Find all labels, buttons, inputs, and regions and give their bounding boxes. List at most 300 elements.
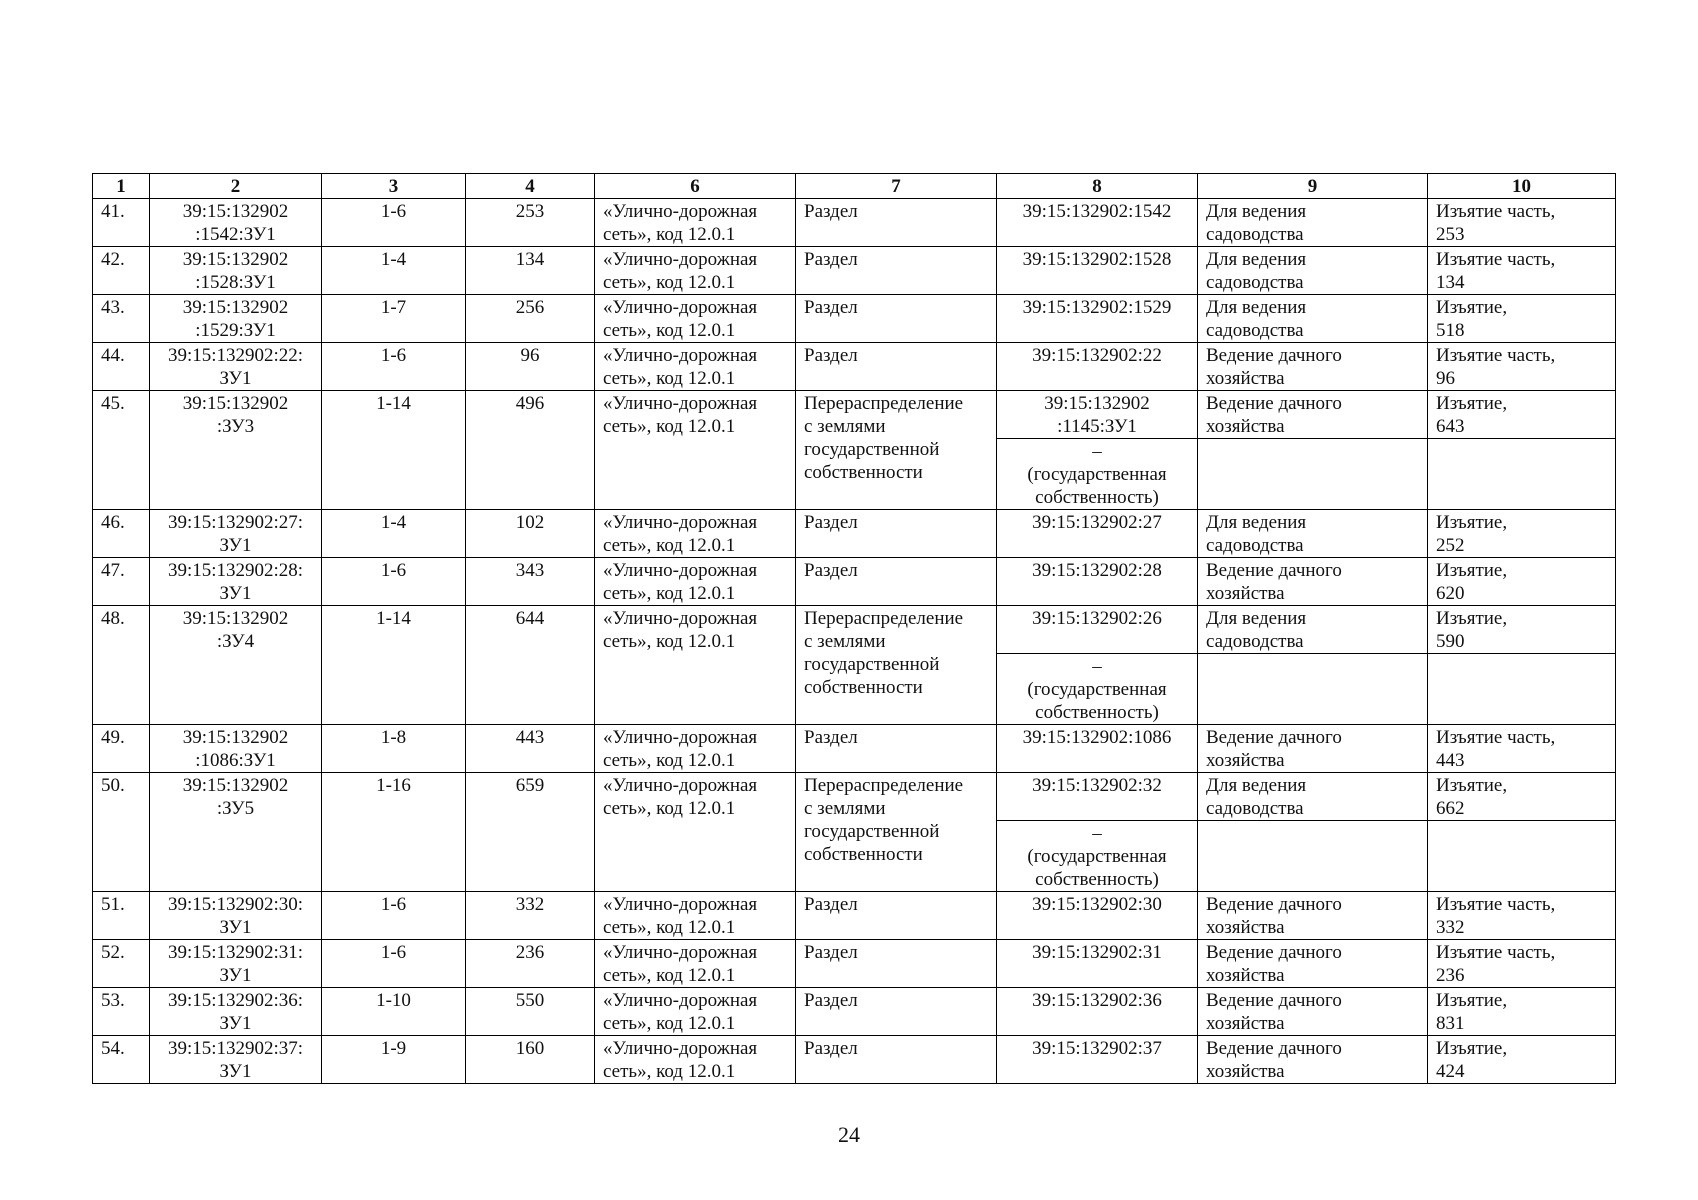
action-cell [1428, 247, 1616, 295]
cell-line: Изъятие, [1436, 512, 1508, 533]
area-cell: 550 [466, 988, 595, 1036]
points-cell: 1-10 [322, 988, 466, 1036]
cell-line: «Улично-дорожная [603, 775, 758, 796]
purpose-cell [1198, 654, 1428, 725]
purpose-cell [1198, 199, 1428, 247]
cell-line: сеть», код 12.0.1 [603, 631, 736, 652]
purpose-cell [1198, 892, 1428, 940]
table-row [93, 247, 1616, 295]
cell-line: хозяйства [1206, 965, 1285, 986]
formation-method-cell [796, 988, 997, 1036]
purpose-cell [1198, 725, 1428, 773]
cell-line: Изъятие часть, [1436, 201, 1556, 222]
purpose-cell [1198, 988, 1428, 1036]
formation-method-cell [796, 343, 997, 391]
points-cell: 1-6 [322, 343, 466, 391]
area-cell: 134 [466, 247, 595, 295]
cell-line: Перераспределение [804, 775, 964, 796]
action-cell [1428, 606, 1616, 654]
cell-line: Для ведения [1206, 249, 1307, 270]
source-plot-cell [997, 510, 1198, 558]
cell-line: 39:15:132902:28: [167, 560, 304, 581]
area-cell: 256 [466, 295, 595, 343]
source-plot-cell [997, 558, 1198, 606]
cell-line: садоводства [1206, 535, 1304, 556]
cell-line: с землями [804, 416, 886, 437]
cell-line: 39:15:132902:27 [1032, 512, 1162, 533]
cell-line: «Улично-дорожная [603, 608, 758, 629]
cell-line: Изъятие, [1436, 990, 1508, 1011]
cell-line: Изъятие, [1436, 393, 1508, 414]
cadastral-number-cell [150, 1036, 322, 1084]
table-row [93, 725, 1616, 773]
cell-line: Перераспределение [804, 393, 964, 414]
cell-line: – [1092, 656, 1102, 677]
table-row [93, 199, 1616, 247]
points-cell: 1-16 [322, 773, 466, 892]
purpose-cell [1198, 773, 1428, 821]
cell-line: Ведение дачного [1206, 894, 1342, 915]
table-header-row [93, 174, 1616, 199]
cell-line: «Улично-дорожная [603, 942, 758, 963]
cell-line: государственной [804, 439, 940, 460]
cell-line: хозяйства [1206, 583, 1285, 604]
cell-line: хозяйства [1206, 1061, 1285, 1082]
cell-line: 39:15:132902:1542 [1022, 201, 1172, 222]
permitted-use-cell [595, 940, 796, 988]
action-cell [1428, 773, 1616, 821]
action-cell [1428, 439, 1616, 510]
cell-line: :1086:ЗУ1 [195, 750, 276, 771]
row-number-cell: 53. [93, 988, 150, 1036]
cell-line: сеть», код 12.0.1 [603, 750, 736, 771]
area-cell: 236 [466, 940, 595, 988]
source-plot-cell [997, 892, 1198, 940]
cell-line: сеть», код 12.0.1 [603, 320, 736, 341]
cell-line: сеть», код 12.0.1 [603, 1013, 736, 1034]
cell-line: сеть», код 12.0.1 [603, 1061, 736, 1082]
cell-line: 253 [1436, 224, 1465, 245]
permitted-use-cell [595, 606, 796, 725]
formation-method-cell [796, 606, 997, 725]
cell-line: 39:15:132902:1528 [1022, 249, 1172, 270]
cell-line: Для ведения [1206, 201, 1307, 222]
header-cell: 3 [322, 174, 466, 199]
row-number-cell: 48. [93, 606, 150, 725]
cell-line: государственной [804, 821, 940, 842]
cell-line: Ведение дачного [1206, 560, 1342, 581]
cell-line: Ведение дачного [1206, 990, 1342, 1011]
row-number-cell: 47. [93, 558, 150, 606]
cell-line: хозяйства [1206, 368, 1285, 389]
cell-line: «Улично-дорожная [603, 512, 758, 533]
cell-line: 620 [1436, 583, 1465, 604]
action-cell [1428, 940, 1616, 988]
source-plot-cell [997, 821, 1198, 892]
cell-line: 39:15:132902:32 [1032, 775, 1162, 796]
cell-line: сеть», код 12.0.1 [603, 535, 736, 556]
cadastral-number-cell [150, 725, 322, 773]
purpose-cell [1198, 606, 1428, 654]
cell-line: 662 [1436, 798, 1465, 819]
cell-line: Изъятие часть, [1436, 345, 1556, 366]
cell-line: хозяйства [1206, 1013, 1285, 1034]
formation-method-cell [796, 892, 997, 940]
row-number-cell: 51. [93, 892, 150, 940]
cell-line: ЗУ1 [219, 965, 252, 986]
cell-line: Изъятие, [1436, 297, 1508, 318]
cell-line: 236 [1436, 965, 1465, 986]
formation-method-cell [796, 295, 997, 343]
cell-line: 39:15:132902:26 [1032, 608, 1162, 629]
cell-line: – [1092, 823, 1102, 844]
permitted-use-cell [595, 247, 796, 295]
purpose-cell [1198, 343, 1428, 391]
action-cell [1428, 510, 1616, 558]
row-number-cell: 44. [93, 343, 150, 391]
formation-method-cell [796, 391, 997, 510]
action-cell [1428, 988, 1616, 1036]
cell-line: Раздел [804, 727, 858, 748]
table-row [93, 773, 1616, 821]
purpose-cell [1198, 295, 1428, 343]
cell-line: ЗУ1 [219, 917, 252, 938]
permitted-use-cell [595, 510, 796, 558]
cell-line: 39:15:132902 [182, 393, 289, 414]
area-cell: 253 [466, 199, 595, 247]
permitted-use-cell [595, 391, 796, 510]
header-cell: 2 [150, 174, 322, 199]
cell-line: Ведение дачного [1206, 1038, 1342, 1059]
cadastral-number-cell [150, 988, 322, 1036]
cell-line: садоводства [1206, 224, 1304, 245]
cell-line: 39:15:132902:36 [1032, 990, 1162, 1011]
cell-line: собственность) [1035, 487, 1159, 508]
cell-line: Раздел [804, 201, 858, 222]
table-row [93, 558, 1616, 606]
header-cell: 6 [595, 174, 796, 199]
cell-line: «Улично-дорожная [603, 990, 758, 1011]
cell-line: «Улично-дорожная [603, 1038, 758, 1059]
cell-line: 39:15:132902:31: [167, 942, 304, 963]
cell-line: Раздел [804, 249, 858, 270]
points-cell: 1-6 [322, 199, 466, 247]
cell-line: садоводства [1206, 631, 1304, 652]
table-row [93, 510, 1616, 558]
cell-line: Изъятие часть, [1436, 249, 1556, 270]
cell-line: 252 [1436, 535, 1465, 556]
cell-line: сеть», код 12.0.1 [603, 416, 736, 437]
cell-line: Для ведения [1206, 608, 1307, 629]
cell-line: 39:15:132902:22 [1032, 345, 1162, 366]
cell-line: садоводства [1206, 798, 1304, 819]
cell-line: Для ведения [1206, 512, 1307, 533]
cell-line: Ведение дачного [1206, 345, 1342, 366]
permitted-use-cell [595, 892, 796, 940]
cell-line: Ведение дачного [1206, 727, 1342, 748]
cadastral-number-cell [150, 558, 322, 606]
row-number-cell: 45. [93, 391, 150, 510]
cell-line: сеть», код 12.0.1 [603, 965, 736, 986]
formation-method-cell [796, 773, 997, 892]
cell-line: 643 [1436, 416, 1465, 437]
cadastral-number-cell [150, 391, 322, 510]
cell-line: – [1092, 441, 1102, 462]
cell-line: сеть», код 12.0.1 [603, 798, 736, 819]
formation-method-cell [796, 247, 997, 295]
cell-line: сеть», код 12.0.1 [603, 917, 736, 938]
row-number-cell: 41. [93, 199, 150, 247]
permitted-use-cell [595, 988, 796, 1036]
formation-method-cell [796, 1036, 997, 1084]
source-plot-cell [997, 940, 1198, 988]
cell-line: 39:15:132902 [182, 201, 289, 222]
cell-line: 590 [1436, 631, 1465, 652]
cell-line: (государственная [1027, 679, 1167, 700]
action-cell [1428, 199, 1616, 247]
cell-line: «Улично-дорожная [603, 345, 758, 366]
source-plot-cell [997, 343, 1198, 391]
cell-line: садоводства [1206, 272, 1304, 293]
purpose-cell [1198, 439, 1428, 510]
cell-line: :ЗУ4 [216, 631, 255, 652]
cell-line: Изъятие, [1436, 608, 1508, 629]
cell-line: :1145:ЗУ1 [1057, 416, 1137, 437]
table-row [93, 606, 1616, 654]
area-cell: 343 [466, 558, 595, 606]
cell-line: 332 [1436, 917, 1465, 938]
action-cell [1428, 1036, 1616, 1084]
cell-line: хозяйства [1206, 416, 1285, 437]
cell-line: ЗУ1 [219, 1013, 252, 1034]
area-cell: 332 [466, 892, 595, 940]
row-number-cell: 54. [93, 1036, 150, 1084]
cell-line: Раздел [804, 990, 858, 1011]
cell-line: хозяйства [1206, 917, 1285, 938]
source-plot-cell [997, 439, 1198, 510]
source-plot-cell [997, 988, 1198, 1036]
cell-line: 134 [1436, 272, 1465, 293]
cell-line: Раздел [804, 894, 858, 915]
cell-line: Для ведения [1206, 775, 1307, 796]
cell-line: Раздел [804, 512, 858, 533]
cadastral-number-cell [150, 343, 322, 391]
cell-line: 39:15:132902 [1044, 393, 1150, 414]
cell-line: 39:15:132902:1086 [1022, 727, 1172, 748]
action-cell [1428, 558, 1616, 606]
cell-line: 39:15:132902:27: [167, 512, 304, 533]
table-row [93, 1036, 1616, 1084]
cell-line: ЗУ1 [219, 368, 252, 389]
formation-method-cell [796, 558, 997, 606]
cell-line: сеть», код 12.0.1 [603, 368, 736, 389]
permitted-use-cell [595, 773, 796, 892]
permitted-use-cell [595, 1036, 796, 1084]
row-number-cell: 49. [93, 725, 150, 773]
purpose-cell [1198, 940, 1428, 988]
cell-line: 39:15:132902 [182, 297, 289, 318]
area-cell: 659 [466, 773, 595, 892]
cell-line: 39:15:132902 [182, 727, 289, 748]
cadastral-number-cell [150, 295, 322, 343]
cell-line: Ведение дачного [1206, 942, 1342, 963]
cell-line: сеть», код 12.0.1 [603, 224, 736, 245]
row-number-cell: 50. [93, 773, 150, 892]
points-cell: 1-14 [322, 391, 466, 510]
cadastral-number-cell [150, 247, 322, 295]
permitted-use-cell [595, 725, 796, 773]
cell-line: 443 [1436, 750, 1465, 771]
cell-line: Раздел [804, 345, 858, 366]
cell-line: собственности [804, 677, 923, 698]
cell-line: 39:15:132902:30: [167, 894, 304, 915]
action-cell [1428, 892, 1616, 940]
source-plot-cell [997, 391, 1198, 439]
cell-line: «Улично-дорожная [603, 297, 758, 318]
area-cell: 102 [466, 510, 595, 558]
area-cell: 496 [466, 391, 595, 510]
cell-line: 39:15:132902:28 [1032, 560, 1162, 581]
cell-line: Раздел [804, 297, 858, 318]
source-plot-cell [997, 199, 1198, 247]
cell-line: Раздел [804, 560, 858, 581]
permitted-use-cell [595, 295, 796, 343]
purpose-cell [1198, 247, 1428, 295]
permitted-use-cell [595, 558, 796, 606]
cell-line: «Улично-дорожная [603, 393, 758, 414]
header-cell: 4 [466, 174, 595, 199]
cadastral-number-cell [150, 510, 322, 558]
cell-line: 39:15:132902:31 [1032, 942, 1162, 963]
cell-line: ЗУ1 [219, 583, 252, 604]
table-row [93, 940, 1616, 988]
cadastral-number-cell [150, 940, 322, 988]
cell-line: (государственная [1027, 846, 1167, 867]
area-cell: 443 [466, 725, 595, 773]
source-plot-cell [997, 295, 1198, 343]
points-cell: 1-7 [322, 295, 466, 343]
cell-line: 831 [1436, 1013, 1465, 1034]
header-cell: 9 [1198, 174, 1428, 199]
page-number: 24 [838, 1122, 860, 1147]
land-plots-table [92, 173, 1616, 1084]
area-cell: 96 [466, 343, 595, 391]
cell-line: Изъятие, [1436, 560, 1508, 581]
cell-line: «Улично-дорожная [603, 894, 758, 915]
source-plot-cell [997, 606, 1198, 654]
points-cell: 1-8 [322, 725, 466, 773]
cell-line: 39:15:132902 [182, 608, 289, 629]
cell-line: хозяйства [1206, 750, 1285, 771]
table-row [93, 988, 1616, 1036]
cell-line: ЗУ1 [219, 1061, 252, 1082]
table-row [93, 892, 1616, 940]
cell-line: 424 [1436, 1061, 1465, 1082]
cell-line: сеть», код 12.0.1 [603, 583, 736, 604]
points-cell: 1-6 [322, 892, 466, 940]
table-row [93, 295, 1616, 343]
cell-line: Перераспределение [804, 608, 964, 629]
source-plot-cell [997, 247, 1198, 295]
action-cell [1428, 725, 1616, 773]
cell-line: 96 [1436, 368, 1455, 389]
cadastral-number-cell [150, 606, 322, 725]
cell-line: Ведение дачного [1206, 393, 1342, 414]
points-cell: 1-6 [322, 558, 466, 606]
cell-line: Раздел [804, 942, 858, 963]
formation-method-cell [796, 725, 997, 773]
cell-line: :1542:ЗУ1 [195, 224, 276, 245]
area-cell: 644 [466, 606, 595, 725]
row-number-cell: 52. [93, 940, 150, 988]
table-body [93, 199, 1616, 1084]
cell-line: 39:15:132902 [182, 775, 289, 796]
cell-line: «Улично-дорожная [603, 249, 758, 270]
points-cell: 1-9 [322, 1036, 466, 1084]
cadastral-number-cell [150, 892, 322, 940]
source-plot-cell [997, 725, 1198, 773]
cell-line: собственность) [1035, 869, 1159, 890]
cell-line: :1529:ЗУ1 [195, 320, 276, 341]
action-cell [1428, 821, 1616, 892]
points-cell: 1-4 [322, 247, 466, 295]
cell-line: садоводства [1206, 320, 1304, 341]
formation-method-cell [796, 940, 997, 988]
cell-line: собственность) [1035, 702, 1159, 723]
points-cell: 1-14 [322, 606, 466, 725]
permitted-use-cell [595, 199, 796, 247]
cell-line: 39:15:132902:37: [167, 1038, 304, 1059]
cell-line: ЗУ1 [219, 535, 252, 556]
cell-line: «Улично-дорожная [603, 201, 758, 222]
points-cell: 1-4 [322, 510, 466, 558]
header-cell: 1 [93, 174, 150, 199]
cell-line: :1528:ЗУ1 [195, 272, 276, 293]
purpose-cell [1198, 510, 1428, 558]
area-cell: 160 [466, 1036, 595, 1084]
cell-line: собственности [804, 462, 923, 483]
action-cell [1428, 654, 1616, 725]
cell-line: с землями [804, 798, 886, 819]
header-cell: 8 [997, 174, 1198, 199]
cell-line: с землями [804, 631, 886, 652]
purpose-cell [1198, 821, 1428, 892]
cell-line: государственной [804, 654, 940, 675]
source-plot-cell [997, 1036, 1198, 1084]
cell-line: 518 [1436, 320, 1465, 341]
formation-method-cell [796, 199, 997, 247]
cell-line: сеть», код 12.0.1 [603, 272, 736, 293]
cell-line: Изъятие, [1436, 775, 1508, 796]
points-cell: 1-6 [322, 940, 466, 988]
cell-line: Изъятие часть, [1436, 942, 1556, 963]
formation-method-cell [796, 510, 997, 558]
action-cell [1428, 295, 1616, 343]
cell-line: 39:15:132902 [182, 249, 289, 270]
cell-line: Изъятие, [1436, 1038, 1508, 1059]
header-cell: 10 [1428, 174, 1616, 199]
row-number-cell: 43. [93, 295, 150, 343]
cadastral-number-cell [150, 773, 322, 892]
cell-line: 39:15:132902:36: [167, 990, 304, 1011]
cell-line: Изъятие часть, [1436, 727, 1556, 748]
source-plot-cell [997, 773, 1198, 821]
table-row [93, 391, 1616, 439]
row-number-cell: 46. [93, 510, 150, 558]
cell-line: Для ведения [1206, 297, 1307, 318]
source-plot-cell [997, 654, 1198, 725]
cell-line: 39:15:132902:30 [1032, 894, 1162, 915]
